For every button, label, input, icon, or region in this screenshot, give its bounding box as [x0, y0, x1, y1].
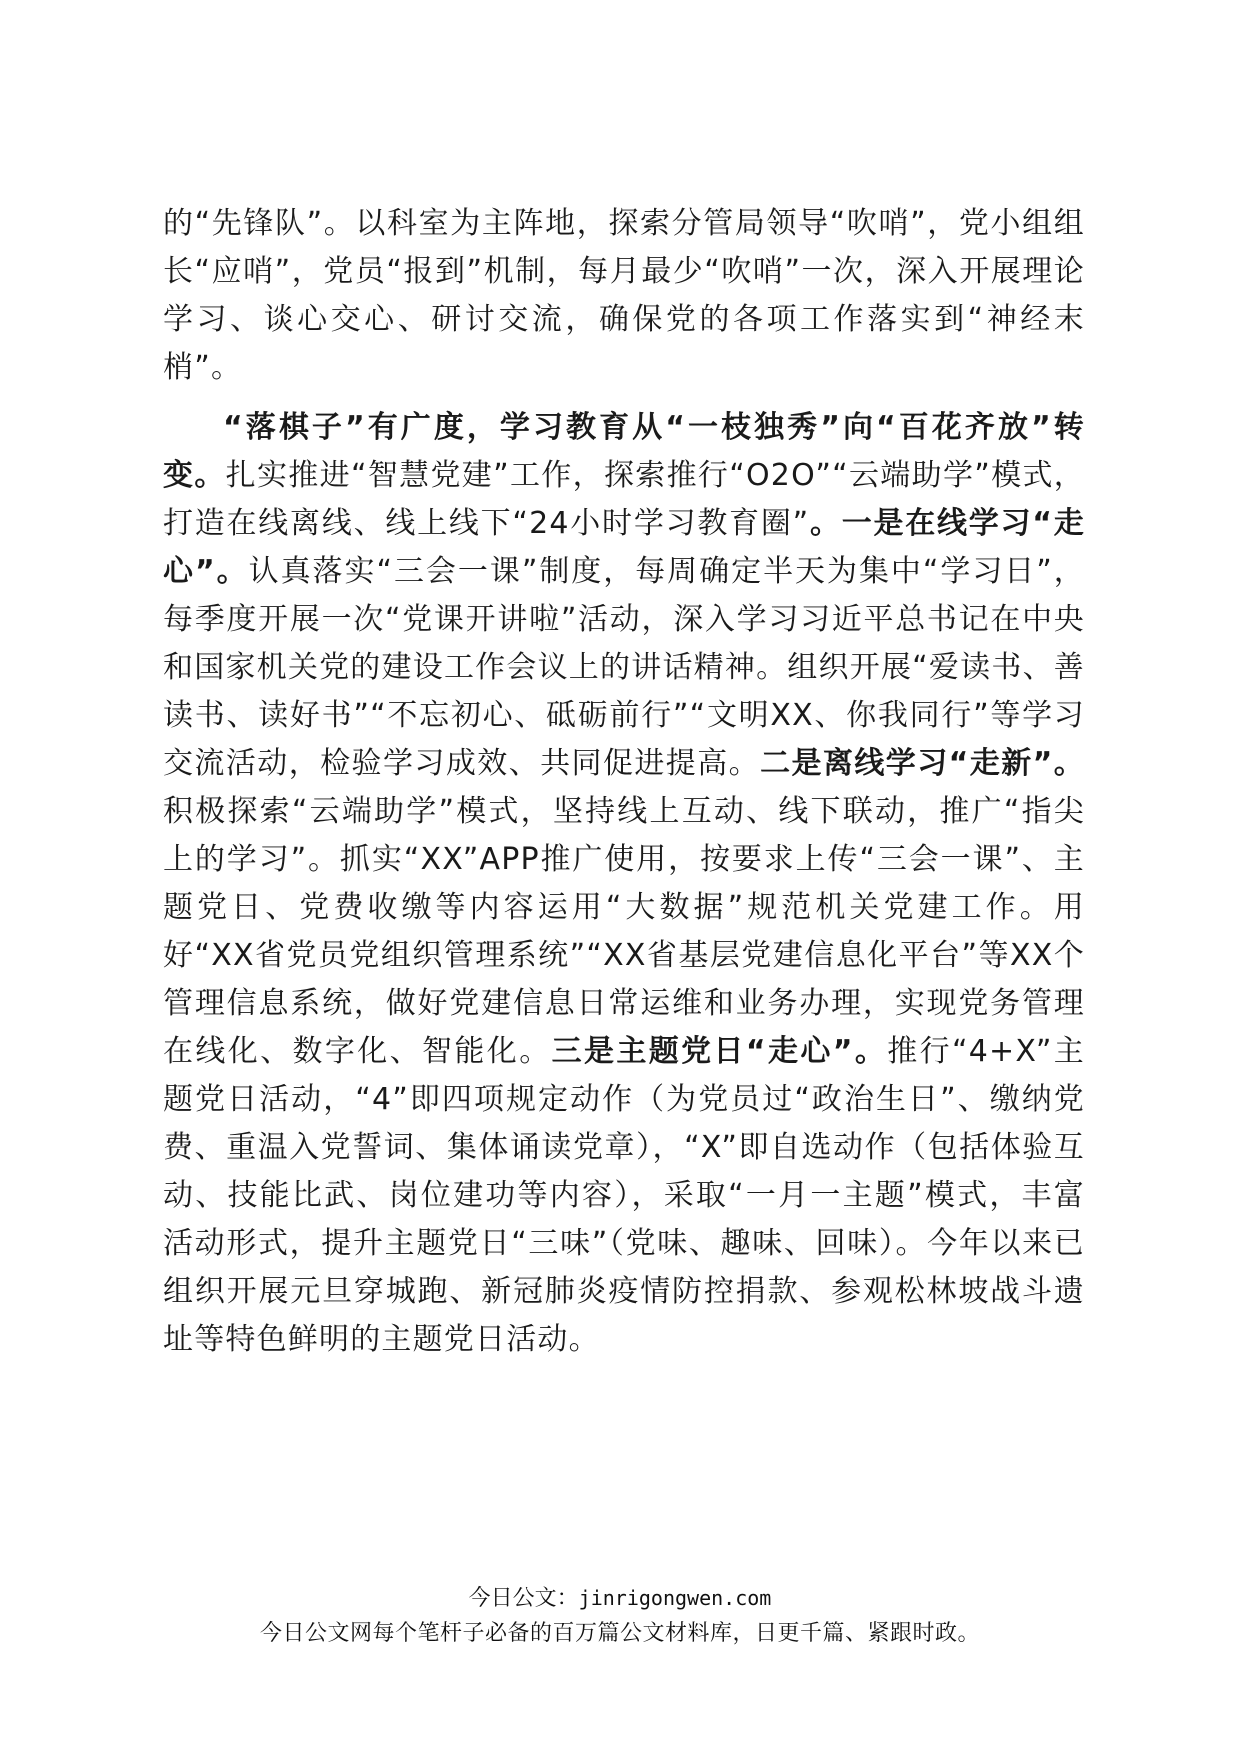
subheading-offline-study: 二是离线学习“走新”。: [760, 746, 1085, 781]
footer-site-label: 今日公文：: [468, 1586, 579, 1611]
paragraph-continuation: 的“先锋队”。以科室为主阵地，探索分管局领导“吹哨”，党小组组长“应哨”，党员“报到”机制，每月最少“吹哨”一次，深入开展理论学习、谈心交心、研讨交流，确保党的各项工作落实到“神经末梢”。: [163, 206, 1085, 385]
paragraph-text-theme-day: 推行“4+X”主题党日活动，“4”即四项规定动作（为党员过“政治生日”、缴纳党费、重温入党誓词、集体诵读党章），“X”即自选动作（包括体验互动、技能比武、岗位建功等内容），采取“一月一主题”模式，丰富活动形式，提升主题党日“三味”（党味、趣味、回味）。今年以来已组织开展元旦穿城跑、新冠肺炎疫情防控捐款、参观松林坡战斗遗址等特色鲜明的主题党日活动。: [163, 1034, 1085, 1357]
footer-slogan: 今日公文网每个笔杆子必备的百万篇公文材料库，日更千篇、紧跟时政。: [259, 1621, 980, 1646]
footer-site-url[interactable]: jinrigongwen.com: [578, 1586, 772, 1610]
paragraph-heading: “落棋子”有广度，学习教育从“一枝独秀”向“百花齐放”转变。: [163, 410, 1085, 493]
document-body: [163, 200, 1085, 1364]
subheading-online-study: 。一是在线学习“走心”。: [163, 506, 1085, 589]
paragraph-study-education: [163, 404, 1085, 1364]
subheading-theme-day: 三是主题党日“走心”。: [551, 1034, 888, 1069]
paragraph-text-intro: 扎实推进“智慧党建”工作，探索推行“O2O”“云端助学”模式，打造在线离线、线上线下“24小时学习教育圈”: [163, 458, 1085, 541]
paragraph-text-online: 认真落实“三会一课”制度，每周确定半天为集中“学习日”，每季度开展一次“党课开讲啦”活动，深入学习习近平总书记在中央和国家机关党的建设工作会议上的讲话精神。组织开展“爱读书、善读书、读好书”“不忘初心、砥砺前行”“文明XX、你我同行”等学习交流活动，检验学习成效、共同促进提高。: [163, 554, 1085, 781]
paragraph-text-offline: 积极探索“云端助学”模式，坚持线上互动、线下联动，推广“指尖上的学习”。抓实“XX”APP推广使用，按要求上传“三会一课”、主题党日、党费收缴等内容运用“大数据”规范机关党建工作。用好“XX省党员党组织管理系统”“XX省基层党建信息化平台”等XX个管理信息系统，做好党建信息日常运维和业务办理，实现党务管理在线化、数字化、智能化。: [163, 794, 1085, 1069]
footer-site: [0, 1582, 1240, 1615]
